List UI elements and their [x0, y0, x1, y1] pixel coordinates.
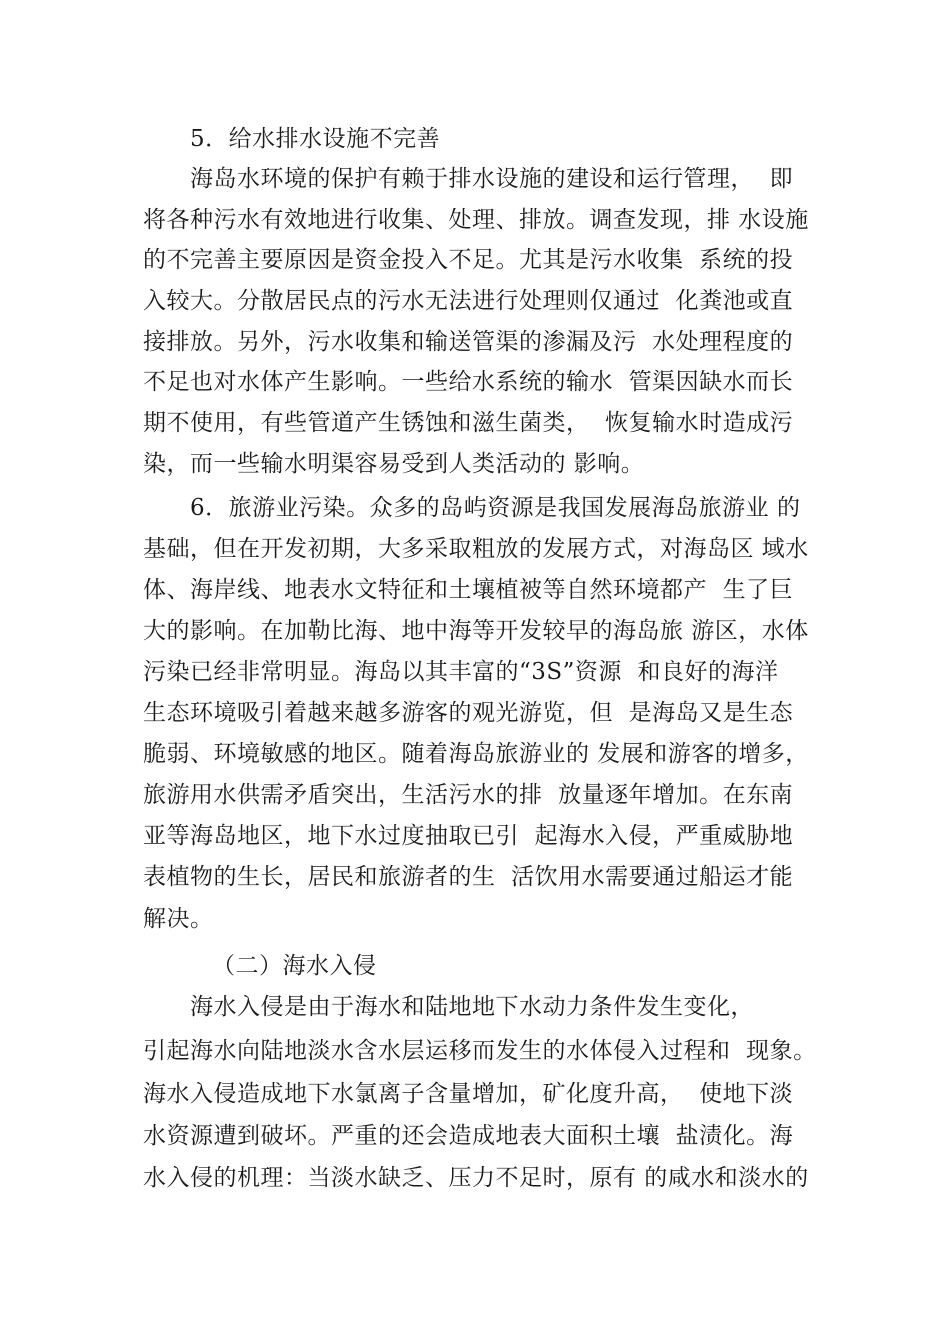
paragraph-line: 脆弱、环境敏感的地区。随着海岛旅游业的 发展和游客的增多，	[143, 741, 809, 767]
section-heading-seawater-intrusion: （二）海水入侵	[212, 953, 377, 979]
paragraph-line: 污染已经非常明显。海岛以其丰富的“3S”资源 和良好的海洋	[143, 659, 779, 685]
paragraph-line: 海水入侵造成地下水氯离子含量增加，矿化度升高， 使地下淡	[143, 1081, 794, 1107]
paragraph-line: 期不使用，有些管道产生锈蚀和滋生菌类， 恢复输水时造成污	[143, 410, 794, 436]
paragraph-line: 水入侵的机理：当淡水缺乏、压力不足时，原有 的咸水和淡水的	[143, 1165, 809, 1191]
paragraph-line: 表植物的生长，居民和旅游者的生 活饮用水需要通过船运才能	[143, 864, 794, 890]
paragraph-line: 引起海水向陆地淡水含水层运移而发生的水体侵入过程和 现象。	[143, 1038, 817, 1064]
paragraph-line: 体、海岸线、地表水文特征和土壤植被等自然环境都产 生了巨	[143, 577, 794, 603]
paragraph-line: 接排放。另外，污水收集和输送管渠的渗漏及污 水处理程度的	[143, 329, 794, 355]
paragraph-line: 将各种污水有效地进行收集、处理、排放。调查发现，排 水设施	[143, 207, 809, 233]
paragraph-line: 的不完善主要原因是资金投入不足。尤其是污水收集 系统的投	[143, 247, 794, 273]
paragraph-line: 亚等海岛地区，地下水过度抽取已引 起海水入侵，严重威胁地	[143, 823, 794, 849]
paragraph-line-tourism: 6．旅游业污染。众多的岛屿资源是我国发展海岛旅游业 的	[190, 495, 801, 521]
paragraph-line: 基础，但在开发初期，大多采取粗放的发展方式，对海岛区 域水	[143, 536, 809, 562]
paragraph-line: 入较大。分散居民点的污水无法进行处理则仅通过 化粪池或直	[143, 288, 794, 314]
paragraph-line: 生态环境吸引着越来越多游客的观光游览，但 是海岛又是生态	[143, 700, 794, 726]
paragraph-line: 水资源遭到破坏。严重的还会造成地表大面积土壤 盐渍化。海	[143, 1123, 794, 1149]
paragraph-line: 染，而一些输水明渠容易受到人类活动的 影响。	[143, 451, 645, 477]
paragraph-line: 海岛水环境的保护有赖于排水设施的建设和运行管理， 即	[190, 166, 794, 192]
paragraph-line: 海水入侵是由于海水和陆地地下水动力条件发生变化，	[190, 994, 754, 1020]
paragraph-line: 解决。	[143, 906, 214, 932]
paragraph-line: 不足也对水体产生影响。一些给水系统的输水 管渠因缺水而长	[143, 369, 794, 395]
section-heading-water-supply: 5．给水排水设施不完善	[190, 126, 441, 152]
paragraph-line: 旅游用水供需矛盾突出，生活污水的排 放量逐年增加。在东南	[143, 782, 794, 808]
paragraph-line: 大的影响。在加勒比海、地中海等开发较早的海岛旅 游区，水体	[143, 618, 809, 644]
